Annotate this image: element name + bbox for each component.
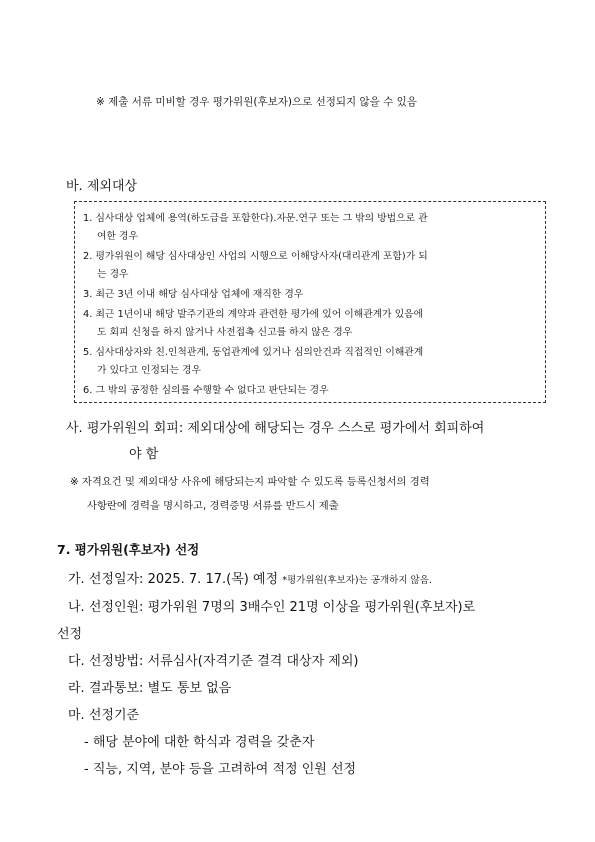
section-7-heading: 7. 평가위원(후보자) 선정 — [57, 542, 200, 557]
criteria-item-2: - 직능, 지역, 분야 등을 고려하여 적정 인원 선정 — [84, 762, 357, 777]
section-sa-line2: 야 함 — [129, 447, 159, 462]
career-note-line2: 사항란에 경력을 명시하고, 경력증명 서류를 반드시 제출 — [87, 500, 339, 512]
selection-date — [68, 568, 432, 587]
exclusion-item-4-cont: 도 회피 신청을 하지 않거나 사전접촉 신고를 하지 않은 경우 — [97, 327, 353, 338]
selection-criteria-title: 마. 선정기준 — [68, 708, 140, 723]
exclusion-item-5: 5. 심사대상자와 친.인척관계, 동업관계에 있거나 심의안건과 직접적인 이해관계 — [83, 347, 424, 358]
section-ba-title: 바. 제외대상 — [66, 179, 138, 194]
result-notice: 라. 결과통보: 별도 통보 없음 — [68, 681, 232, 696]
selection-count-line2: 선정 — [57, 627, 83, 642]
exclusion-item-1-cont: 여한 경우 — [97, 231, 138, 242]
career-note-line1: ※ 자격요건 및 제외대상 사유에 해당되는지 파악할 수 있도록 등록신청서의 경력 — [70, 476, 430, 488]
section-sa-line1: 사. 평가위원의 회피: 제외대상에 해당되는 경우 스스로 평가에서 회피하여 — [66, 421, 485, 436]
selection-method: 다. 선정방법: 서류심사(자격기준 결격 대상자 제외) — [68, 654, 359, 669]
exclusion-item-2-cont: 는 경우 — [97, 269, 129, 280]
exclusion-item-4: 4. 최근 1년이내 해당 발주기관의 계약과 관련한 평가에 있어 이해관계가 있음에 — [83, 309, 424, 320]
criteria-item-1: - 해당 분야에 대한 학식과 경력을 갖춘자 — [84, 735, 315, 750]
exclusion-list-box — [74, 201, 546, 403]
exclusion-item-1: 1. 심사대상 업체에 용역(하도급을 포함한다).자문.연구 또는 그 밖의 방법으로 관 — [83, 213, 428, 224]
selection-count-line1: 나. 선정인원: 평가위원 7명의 3배수인 21명 이상을 평가위원(후보자)로 — [68, 600, 476, 615]
exclusion-item-3: 3. 최근 3년 이내 해당 심사대상 업체에 재직한 경우 — [83, 289, 304, 300]
exclusion-item-2: 2. 평가위원이 해당 심사대상인 사업의 시행으로 이해당사자(대리관계 포함)가 되 — [83, 251, 428, 262]
exclusion-item-6: 6. 그 밖의 공정한 심의를 수행할 수 없다고 판단되는 경우 — [83, 385, 329, 396]
selection-date-note: *평가위원(후보자)는 공개하지 않음. — [282, 575, 432, 586]
selection-date-text: 가. 선정일자: 2025. 7. 17.(목) 예정 — [68, 572, 279, 587]
submission-warning-note: ※ 제출 서류 미비할 경우 평가위원(후보자)으로 선정되지 않을 수 있음 — [96, 96, 417, 108]
exclusion-item-5-cont: 가 있다고 인정되는 경우 — [97, 365, 201, 376]
